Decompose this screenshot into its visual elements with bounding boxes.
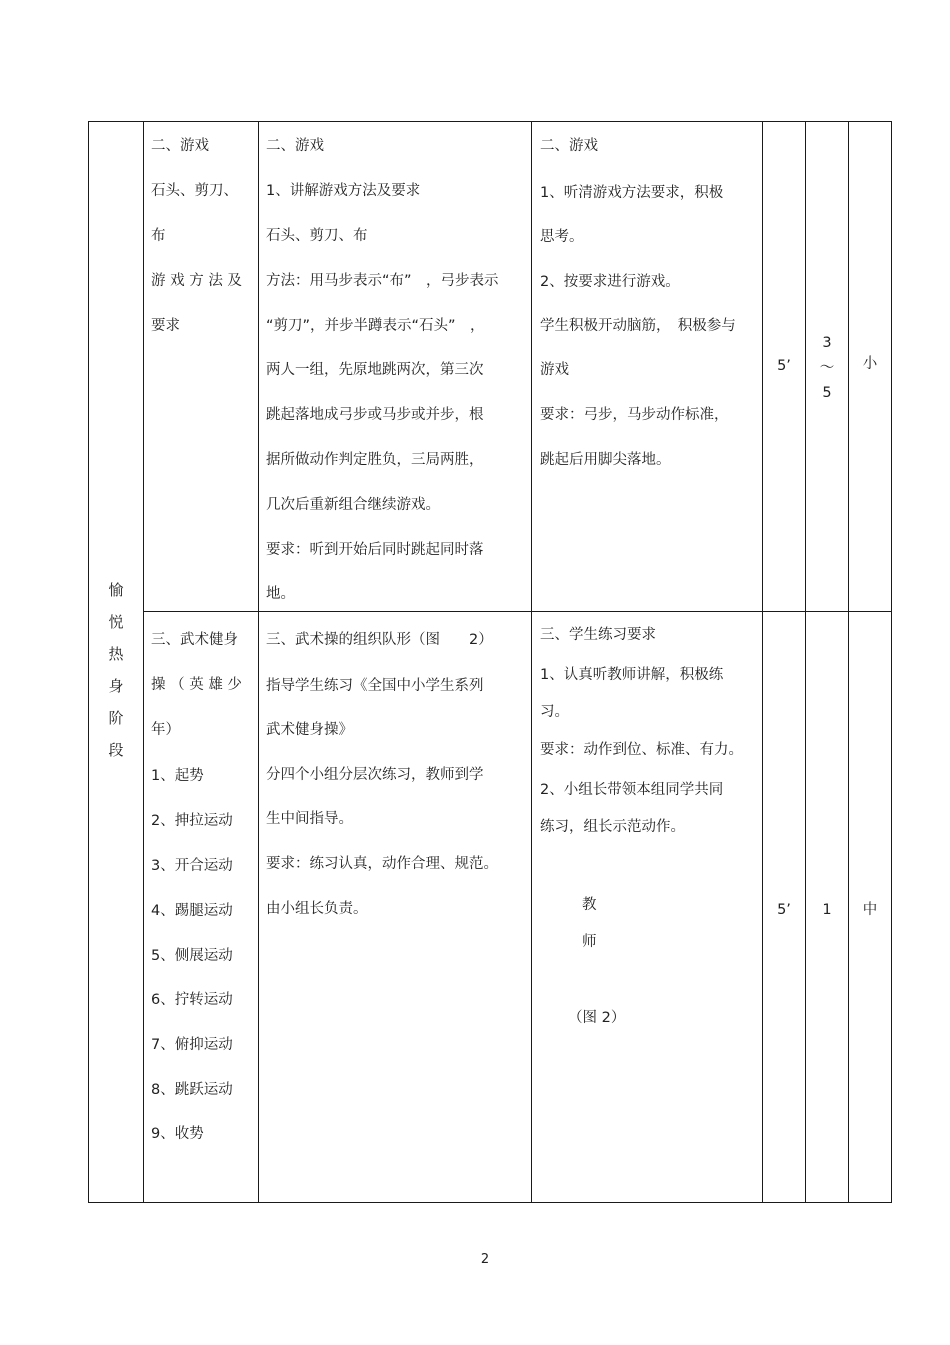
row2-teacher-line: 要求：练习认真，动作合理、规范。	[266, 856, 498, 872]
row2-teacher-line: 指导学生练习《全国中小学生系列	[266, 678, 484, 694]
section-label-char: 身	[108, 677, 124, 695]
row2-content-line: 5、侧展运动	[151, 948, 233, 964]
row1-teacher-line: 两人一组，先原地跳两次，第三次	[266, 362, 484, 378]
table-col-divider	[531, 121, 532, 1203]
row2-student-line: 习。	[540, 704, 569, 720]
row1-content-line: 游 戏 方 法 及	[151, 273, 242, 289]
row2-content-line: 8、跳跃运动	[151, 1082, 233, 1098]
row1-student-line: 思考。	[540, 229, 584, 245]
row1-teacher-line: 跳起落地成弓步或马步或并步，根	[266, 407, 484, 423]
row1-teacher-line: 地。	[266, 586, 295, 602]
diagram-teacher-label: 教	[582, 897, 597, 913]
row1-teacher-line: 方法：用马步表示“布” ，弓步表示	[266, 273, 499, 289]
page-number: 2	[480, 1252, 490, 1267]
section-label-char: 段	[108, 741, 124, 759]
row2-student-line: 要求：动作到位、标准、有力。	[540, 742, 743, 758]
row1-time: 5’	[777, 358, 791, 374]
row2-content-line: 2、抻拉运动	[151, 813, 233, 829]
row1-student-line: 二、游戏	[540, 138, 598, 154]
row2-content-line: 4、踢腿运动	[151, 903, 233, 919]
row1-teacher-line: 石头、剪刀、布	[266, 228, 368, 244]
row1-content-line: 石头、剪刀、	[151, 183, 238, 199]
row2-content-line: 操 （ 英 雄 少	[151, 677, 242, 693]
row2-content-line: 年）	[151, 722, 180, 738]
row1-teacher-line: 要求：听到开始后同时跳起同时落	[266, 542, 484, 558]
row2-time: 5’	[777, 902, 791, 918]
row2-teacher-line: 由小组长负责。	[266, 901, 368, 917]
row2-content-line: 三、武术健身	[151, 632, 238, 648]
diagram-caption: （图 2）	[568, 1010, 626, 1026]
table-col-divider	[848, 121, 849, 1203]
row2-content-line: 1、起势	[151, 768, 204, 784]
row1-teacher-line: 几次后重新组合继续游戏。	[266, 497, 440, 513]
table-col-divider	[762, 121, 763, 1203]
row1-times-part: 5	[822, 385, 832, 401]
row1-teacher-line: 据所做动作判定胜负，三局两胜，	[266, 452, 484, 468]
row1-content-line: 布	[151, 228, 166, 244]
row2-intensity: 中	[862, 902, 878, 918]
row1-student-line: 游戏	[540, 362, 569, 378]
row2-content-line: 7、俯抑运动	[151, 1037, 233, 1053]
section-label-char: 愉	[108, 581, 124, 599]
row1-content-line: 要求	[151, 318, 180, 334]
row2-content-line: 9、收势	[151, 1126, 204, 1142]
diagram-teacher-label: 师	[582, 934, 597, 950]
table-right-border	[891, 121, 892, 1203]
section-label	[90, 574, 142, 766]
row2-student-line: 1、认真听教师讲解，积极练	[540, 667, 724, 683]
table-row-divider	[143, 611, 892, 612]
section-label-char: 悦	[108, 613, 124, 631]
table-bottom-border	[88, 1202, 892, 1203]
row1-student-line: 1、听清游戏方法要求，积极	[540, 185, 724, 201]
row1-teacher-line: 二、游戏	[266, 138, 324, 154]
row2-content-line: 6、拧转运动	[151, 992, 233, 1008]
row1-student-line: 要求：弓步，马步动作标准，	[540, 407, 729, 423]
section-label-char: 热	[108, 645, 124, 663]
row2-teacher-line: 三、武术操的组织队形（图 2）	[266, 632, 493, 648]
row2-teacher-line: 生中间指导。	[266, 811, 353, 827]
row1-intensity: 小	[862, 356, 878, 372]
table-col-divider	[143, 121, 144, 1203]
row1-student-line: 学生积极开动脑筋， 积极参与	[540, 318, 736, 334]
table-col-divider	[258, 121, 259, 1203]
row1-content-line: 二、游戏	[151, 138, 209, 154]
row2-times: 1	[822, 902, 832, 918]
row1-times	[806, 331, 848, 406]
row2-teacher-line: 武术健身操》	[266, 722, 353, 738]
row1-times-part: ～	[819, 360, 835, 376]
row1-student-line: 2、按要求进行游戏。	[540, 274, 680, 290]
row1-teacher-line: “剪刀”，并步半蹲表示“石头” ，	[266, 318, 485, 334]
section-label-char: 阶	[108, 709, 124, 727]
row2-student-line: 2、小组长带领本组同学共同	[540, 782, 724, 798]
row1-times-part: 3	[822, 335, 832, 351]
table-col-divider	[805, 121, 806, 1203]
row2-content-line: 3、开合运动	[151, 858, 233, 874]
row1-student-line: 跳起后用脚尖落地。	[540, 452, 671, 468]
row2-teacher-line: 分四个小组分层次练习，教师到学	[266, 767, 484, 783]
row2-student-line: 练习，组长示范动作。	[540, 819, 685, 835]
row2-student-line: 三、学生练习要求	[540, 627, 656, 643]
row1-teacher-line: 1、讲解游戏方法及要求	[266, 183, 421, 199]
table-top-border	[88, 121, 892, 122]
